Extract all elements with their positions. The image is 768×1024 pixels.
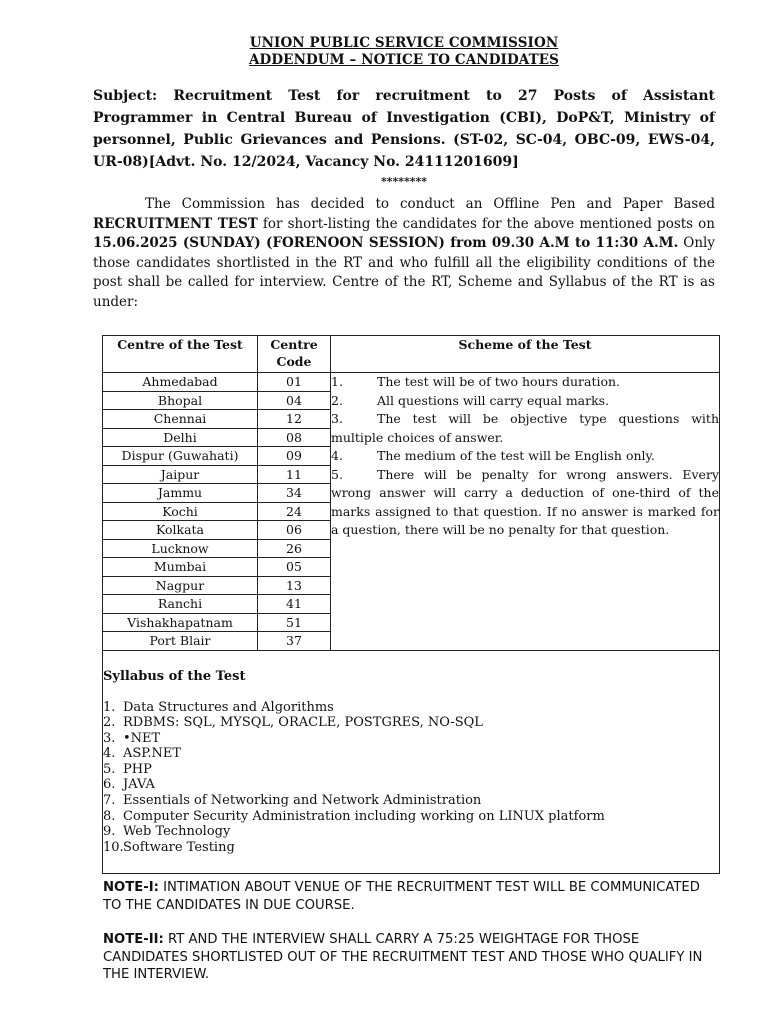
- intro-text-2: for short-listing the candidates for the above mentioned posts on: [262, 215, 716, 232]
- centre-code: 13: [258, 576, 331, 595]
- centre-name: Ranchi: [103, 595, 258, 614]
- centre-code: 06: [258, 521, 331, 540]
- syllabus-item-text: JAVA: [123, 777, 155, 793]
- centre-code: 34: [258, 484, 331, 503]
- syllabus-item-text: Software Testing: [123, 839, 235, 855]
- syllabus-item: [103, 809, 719, 825]
- syllabus-item: [103, 700, 719, 716]
- centre-name: Dispur (Guwahati): [103, 447, 258, 466]
- scheme-item-text: There will be penalty for wrong answers. Every wrong answer will carry a deduction of one-third of the marks assigned to that question. If no answer is marked for a question, there will be no penalty for that question.: [331, 466, 719, 537]
- table-body: [103, 336, 720, 874]
- scheme-item: [331, 447, 719, 466]
- scheme-item: [331, 410, 719, 447]
- centre-name: Jammu: [103, 484, 258, 503]
- note-text: RT AND THE INTERVIEW SHALL CARRY A 75:25 WEIGHTAGE FOR THOSE CANDIDATES SHORTLISTED OUT OF THE RECRUITMENT TEST AND THOSE WHO QUALIFY IN THE INTERVIEW.: [103, 932, 703, 982]
- note-2: [103, 931, 713, 984]
- syllabus-item-text: Web Technology: [123, 824, 231, 840]
- note-text: INTIMATION ABOUT VENUE OF THE RECRUITMENT TEST WILL BE COMMUNICATED TO THE CANDIDATES IN DUE COURSE.: [103, 880, 700, 913]
- centre-name: Jaipur: [103, 465, 258, 484]
- centre-name: Lucknow: [103, 539, 258, 558]
- syllabus-item-number: 3.: [103, 730, 116, 746]
- col-header-code: Centre Code: [258, 336, 331, 373]
- syllabus-item-number: 5.: [103, 761, 116, 777]
- syllabus-item-text: ASP.NET: [123, 746, 182, 762]
- table-row: [103, 373, 720, 392]
- syllabus-item-number: 8.: [103, 808, 116, 824]
- intro-bold-1: RECRUITMENT TEST: [93, 215, 258, 232]
- scheme-item-number: 3.: [331, 411, 343, 426]
- syllabus-item-text: PHP: [123, 761, 152, 777]
- intro-text-1: The Commission has decided to conduct an Offline Pen and Paper Based: [145, 196, 715, 212]
- scheme-item: [331, 373, 719, 392]
- syllabus-item-number: 7.: [103, 793, 116, 809]
- syllabus-item: [103, 840, 719, 856]
- syllabus-item-text: RDBMS: SQL, MYSQL, ORACLE, POSTGRES, NO-SQL: [123, 715, 483, 731]
- centre-name: Kochi: [103, 502, 258, 521]
- centre-code: 24: [258, 502, 331, 521]
- note-label: NOTE-II:: [103, 932, 164, 947]
- syllabus-row: [103, 650, 720, 873]
- centre-name: Delhi: [103, 428, 258, 447]
- scheme-item-text: All questions will carry equal marks.: [377, 392, 610, 408]
- intro-bold-2: 15.06.2025 (SUNDAY) (FORENOON SESSION) from 09.30 A.M to 11:30 A.M.: [93, 235, 679, 251]
- syllabus-item-number: 9.: [103, 824, 116, 840]
- centre-name: Bhopal: [103, 391, 258, 410]
- syllabus-item: [103, 715, 719, 731]
- intro-paragraph: [93, 195, 715, 312]
- centre-code: 26: [258, 539, 331, 558]
- centre-name: Vishakhapatnam: [103, 613, 258, 632]
- centre-code: 04: [258, 391, 331, 410]
- syllabus-item-number: 10.: [103, 839, 124, 855]
- centre-code: 51: [258, 613, 331, 632]
- centre-code: 05: [258, 558, 331, 577]
- scheme-item-number: 5.: [331, 466, 343, 482]
- syllabus-cell: [103, 650, 720, 873]
- centre-name: Chennai: [103, 410, 258, 429]
- header-title: UNION PUBLIC SERVICE COMMISSION: [249, 35, 559, 51]
- note-1: [103, 879, 713, 914]
- scheme-item-text: The test will be objective type questions with multiple choices of answer.: [331, 411, 719, 445]
- centre-code: 11: [258, 465, 331, 484]
- syllabus-item: [103, 746, 719, 762]
- centre-code: 37: [258, 632, 331, 651]
- scheme-cell: [331, 373, 720, 651]
- separator: ********: [380, 175, 428, 188]
- scheme-item: [331, 466, 719, 540]
- scheme-item-number: 4.: [331, 448, 343, 463]
- syllabus-item-text: Essentials of Networking and Network Administration: [123, 793, 482, 809]
- scheme-item-number: 2.: [331, 392, 343, 408]
- syllabus-item-text: •NET: [123, 730, 161, 746]
- col-header-scheme: Scheme of the Test: [331, 336, 720, 373]
- centre-code: 08: [258, 428, 331, 447]
- centre-code: 12: [258, 410, 331, 429]
- centre-name: Nagpur: [103, 576, 258, 595]
- syllabus-title: Syllabus of the Test: [103, 668, 246, 684]
- syllabus-item-text: Data Structures and Algorithms: [123, 699, 334, 715]
- scheme-item-text: The test will be of two hours duration.: [377, 374, 621, 389]
- syllabus-item-text: Computer Security Administration including working on LINUX platform: [123, 808, 605, 824]
- syllabus-item-number: 1.: [103, 699, 116, 715]
- syllabus-item: [103, 824, 719, 840]
- syllabus-item: [103, 762, 719, 778]
- scheme-item: [331, 392, 719, 411]
- col-header-centre: Centre of the Test: [103, 336, 258, 373]
- centre-code: 01: [258, 373, 331, 392]
- centre-name: Port Blair: [103, 632, 258, 651]
- centre-code: 41: [258, 595, 331, 614]
- table-header-row: [103, 336, 720, 373]
- scheme-item-text: The medium of the test will be English only.: [377, 448, 655, 463]
- intro-text-3: Only those candidates shortlisted in the RT and who fulfill all the eligibility conditions of the post shall be called for interview. Centre of the RT, Scheme and Syllabus of the RT is as under:: [93, 235, 716, 310]
- centre-name: Mumbai: [103, 558, 258, 577]
- centre-name: Ahmedabad: [103, 373, 258, 392]
- syllabus-item-number: 2.: [103, 715, 116, 731]
- subject-paragraph: Subject: Recruitment Test for recruitment to 27 Posts of Assistant Programmer in Central Bureau of Investigation (CBI), DoP&T, Ministry of personnel, Public Grievances and Pensions. (ST-02, SC-04, OBC-09, EWS-04, UR-08)[Advt. No. 12/2024, Vacancy No. 24111201609]: [93, 88, 715, 170]
- test-details-table: [102, 335, 720, 874]
- scheme-item-number: 1.: [331, 374, 343, 389]
- centre-code: 09: [258, 447, 331, 466]
- syllabus-item-number: 4.: [103, 746, 116, 762]
- syllabus-item: [103, 731, 719, 747]
- note-label: NOTE-I:: [103, 880, 159, 895]
- syllabus-item-number: 6.: [103, 777, 116, 793]
- syllabus-item: [103, 777, 719, 793]
- header-subtitle: ADDENDUM – NOTICE TO CANDIDATES: [248, 52, 559, 68]
- centre-name: Kolkata: [103, 521, 258, 540]
- syllabus-item: [103, 793, 719, 809]
